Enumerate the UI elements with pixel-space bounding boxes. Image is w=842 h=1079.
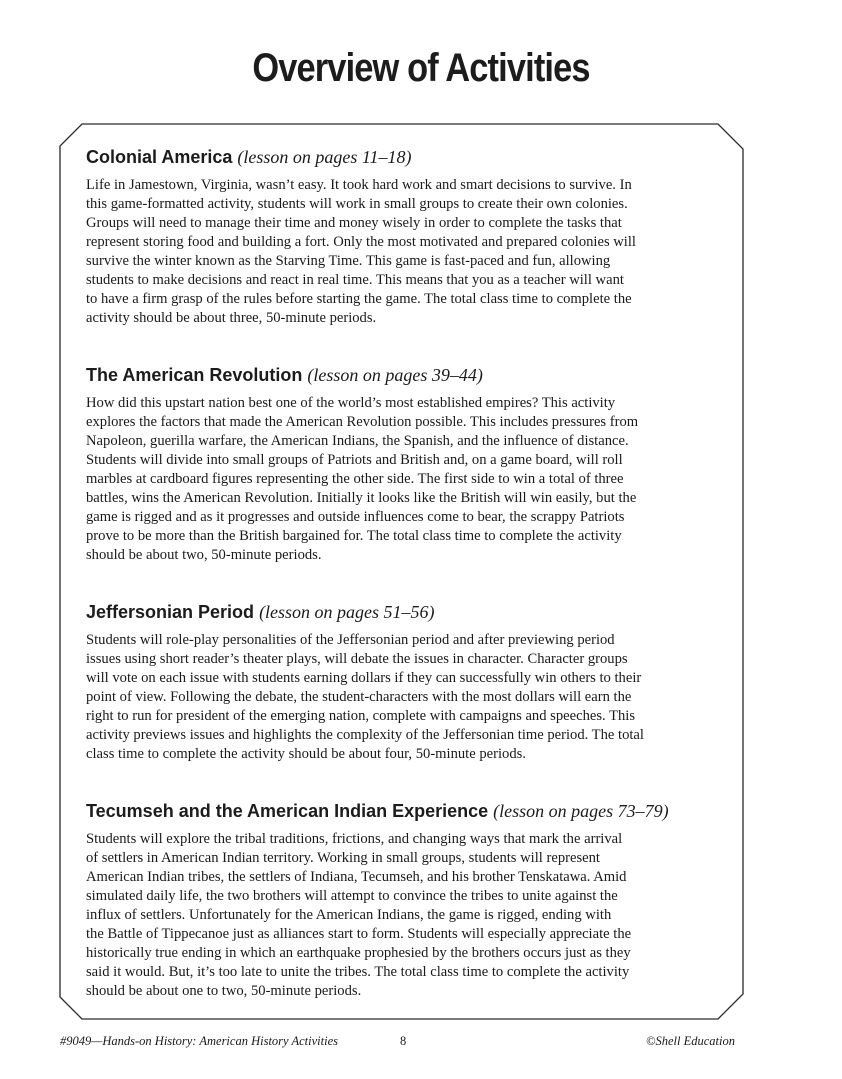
body-line: battles, wins the American Revolution. Initially it looks like the British will win easily, but the: [86, 490, 637, 506]
body-line: to have a firm grasp of the rules before starting the game. The total class time to complete the: [86, 291, 632, 307]
body-line: of settlers in American Indian territory. Working in small groups, students will represent: [86, 850, 600, 866]
footer-book-title: #9049—Hands-on History: American History Activities: [60, 1034, 338, 1048]
section-title: Colonial America: [86, 147, 233, 167]
section-heading: [86, 146, 726, 168]
section-title: Jeffersonian Period: [86, 602, 255, 622]
body-line: Students will role-play personalities of the Jeffersonian period and after previewing period: [86, 632, 615, 648]
body-line: should be about one to two, 50-minute periods.: [86, 983, 362, 999]
body-line: this game-formatted activity, students will work in small groups to create their own colonies.: [86, 196, 628, 212]
body-line: Life in Jamestown, Virginia, wasn’t easy. It took hard work and smart decisions to survive. In: [86, 177, 632, 193]
lesson-pages: (lesson on pages 11–18): [237, 147, 412, 167]
body-line: simulated daily life, the two brothers will attempt to convince the tribes to unite against the: [86, 888, 618, 904]
body-line: Napoleon, guerilla warfare, the American Indians, the Spanish, and the influence of distance.: [86, 433, 629, 449]
lesson-pages: (lesson on pages 39–44): [307, 365, 483, 385]
body-line: point of view. Following the debate, the student-characters with the most dollars will earn the: [86, 689, 632, 705]
footer-page-number: 8: [400, 1034, 407, 1048]
section-title: Tecumseh and the American Indian Experience: [86, 801, 489, 821]
section-body: [86, 631, 726, 764]
section-title: The American Revolution: [86, 365, 303, 385]
body-line: class time to complete the activity should be about four, 50-minute periods.: [86, 746, 526, 762]
body-line: survive the winter known as the Starving Time. This game is fast-paced and fun, allowing: [86, 253, 611, 269]
body-line: historically true ending in which an earthquake prophesied by the brothers occurs just as they: [86, 945, 631, 961]
body-line: the Battle of Tippecanoe just as alliances start to form. Students will especially appreciate the: [86, 926, 632, 942]
section-body: [86, 830, 726, 1001]
section-heading: [86, 800, 726, 822]
footer-copyright: ©Shell Education: [646, 1034, 735, 1048]
body-line: American Indian tribes, the settlers of Indiana, Tecumseh, and his brother Tenskatawa. Amid: [86, 869, 627, 885]
body-line: should be about two, 50-minute periods.: [86, 547, 322, 563]
lesson-pages: (lesson on pages 73–79): [493, 801, 669, 821]
section-jeffersonian-period: [86, 601, 726, 764]
body-line: marbles at cardboard figures representing the other side. The first side to win a total of three: [86, 471, 624, 487]
body-line: right to run for president of the emerging nation, complete with campaigns and speeches. This: [86, 708, 636, 724]
section-heading: [86, 601, 726, 623]
body-line: Students will divide into small groups of Patriots and British and, on a game board, will roll: [86, 452, 623, 468]
body-line: activity previews issues and highlights the complexity of the Jeffersonian time period. The total: [86, 727, 644, 743]
body-line: activity should be about three, 50-minute periods.: [86, 310, 377, 326]
page-title: Overview of Activities: [252, 46, 590, 90]
body-line: represent storing food and building a fort. Only the most motivated and prepared colonies will: [86, 234, 636, 250]
body-line: explores the factors that made the American Revolution possible. This includes pressures from: [86, 414, 639, 430]
body-line: How did this upstart nation best one of the world’s most established empires? This activity: [86, 395, 616, 411]
section-body: [86, 176, 726, 328]
body-line: students to make decisions and react in real time. This means that you as a teacher will want: [86, 272, 624, 288]
section-tecumseh: [86, 800, 726, 1001]
section-colonial-america: [86, 146, 726, 328]
body-line: prove to be more than the British bargained for. The total class time to complete the activity: [86, 528, 622, 544]
body-line: said it would. But, it’s too late to unite the tribes. The total class time to complete the activity: [86, 964, 630, 980]
body-line: game is rigged and as it progresses and outside influences come to bear, the scrappy Patriots: [86, 509, 625, 525]
body-line: will vote on each issue with students earning dollars if they can successfully win others to their: [86, 670, 642, 686]
body-line: issues using short reader’s theater plays, will debate the issues in character. Character groups: [86, 651, 628, 667]
lesson-pages: (lesson on pages 51–56): [259, 602, 435, 622]
body-line: Groups will need to manage their time and money wisely in order to complete the tasks that: [86, 215, 622, 231]
section-heading: [86, 364, 726, 386]
section-body: [86, 394, 726, 565]
section-american-revolution: [86, 364, 726, 565]
body-line: influx of settlers. Unfortunately for the American Indians, the game is rigged, ending with: [86, 907, 612, 923]
body-line: Students will explore the tribal traditions, frictions, and changing ways that mark the arrival: [86, 831, 623, 847]
